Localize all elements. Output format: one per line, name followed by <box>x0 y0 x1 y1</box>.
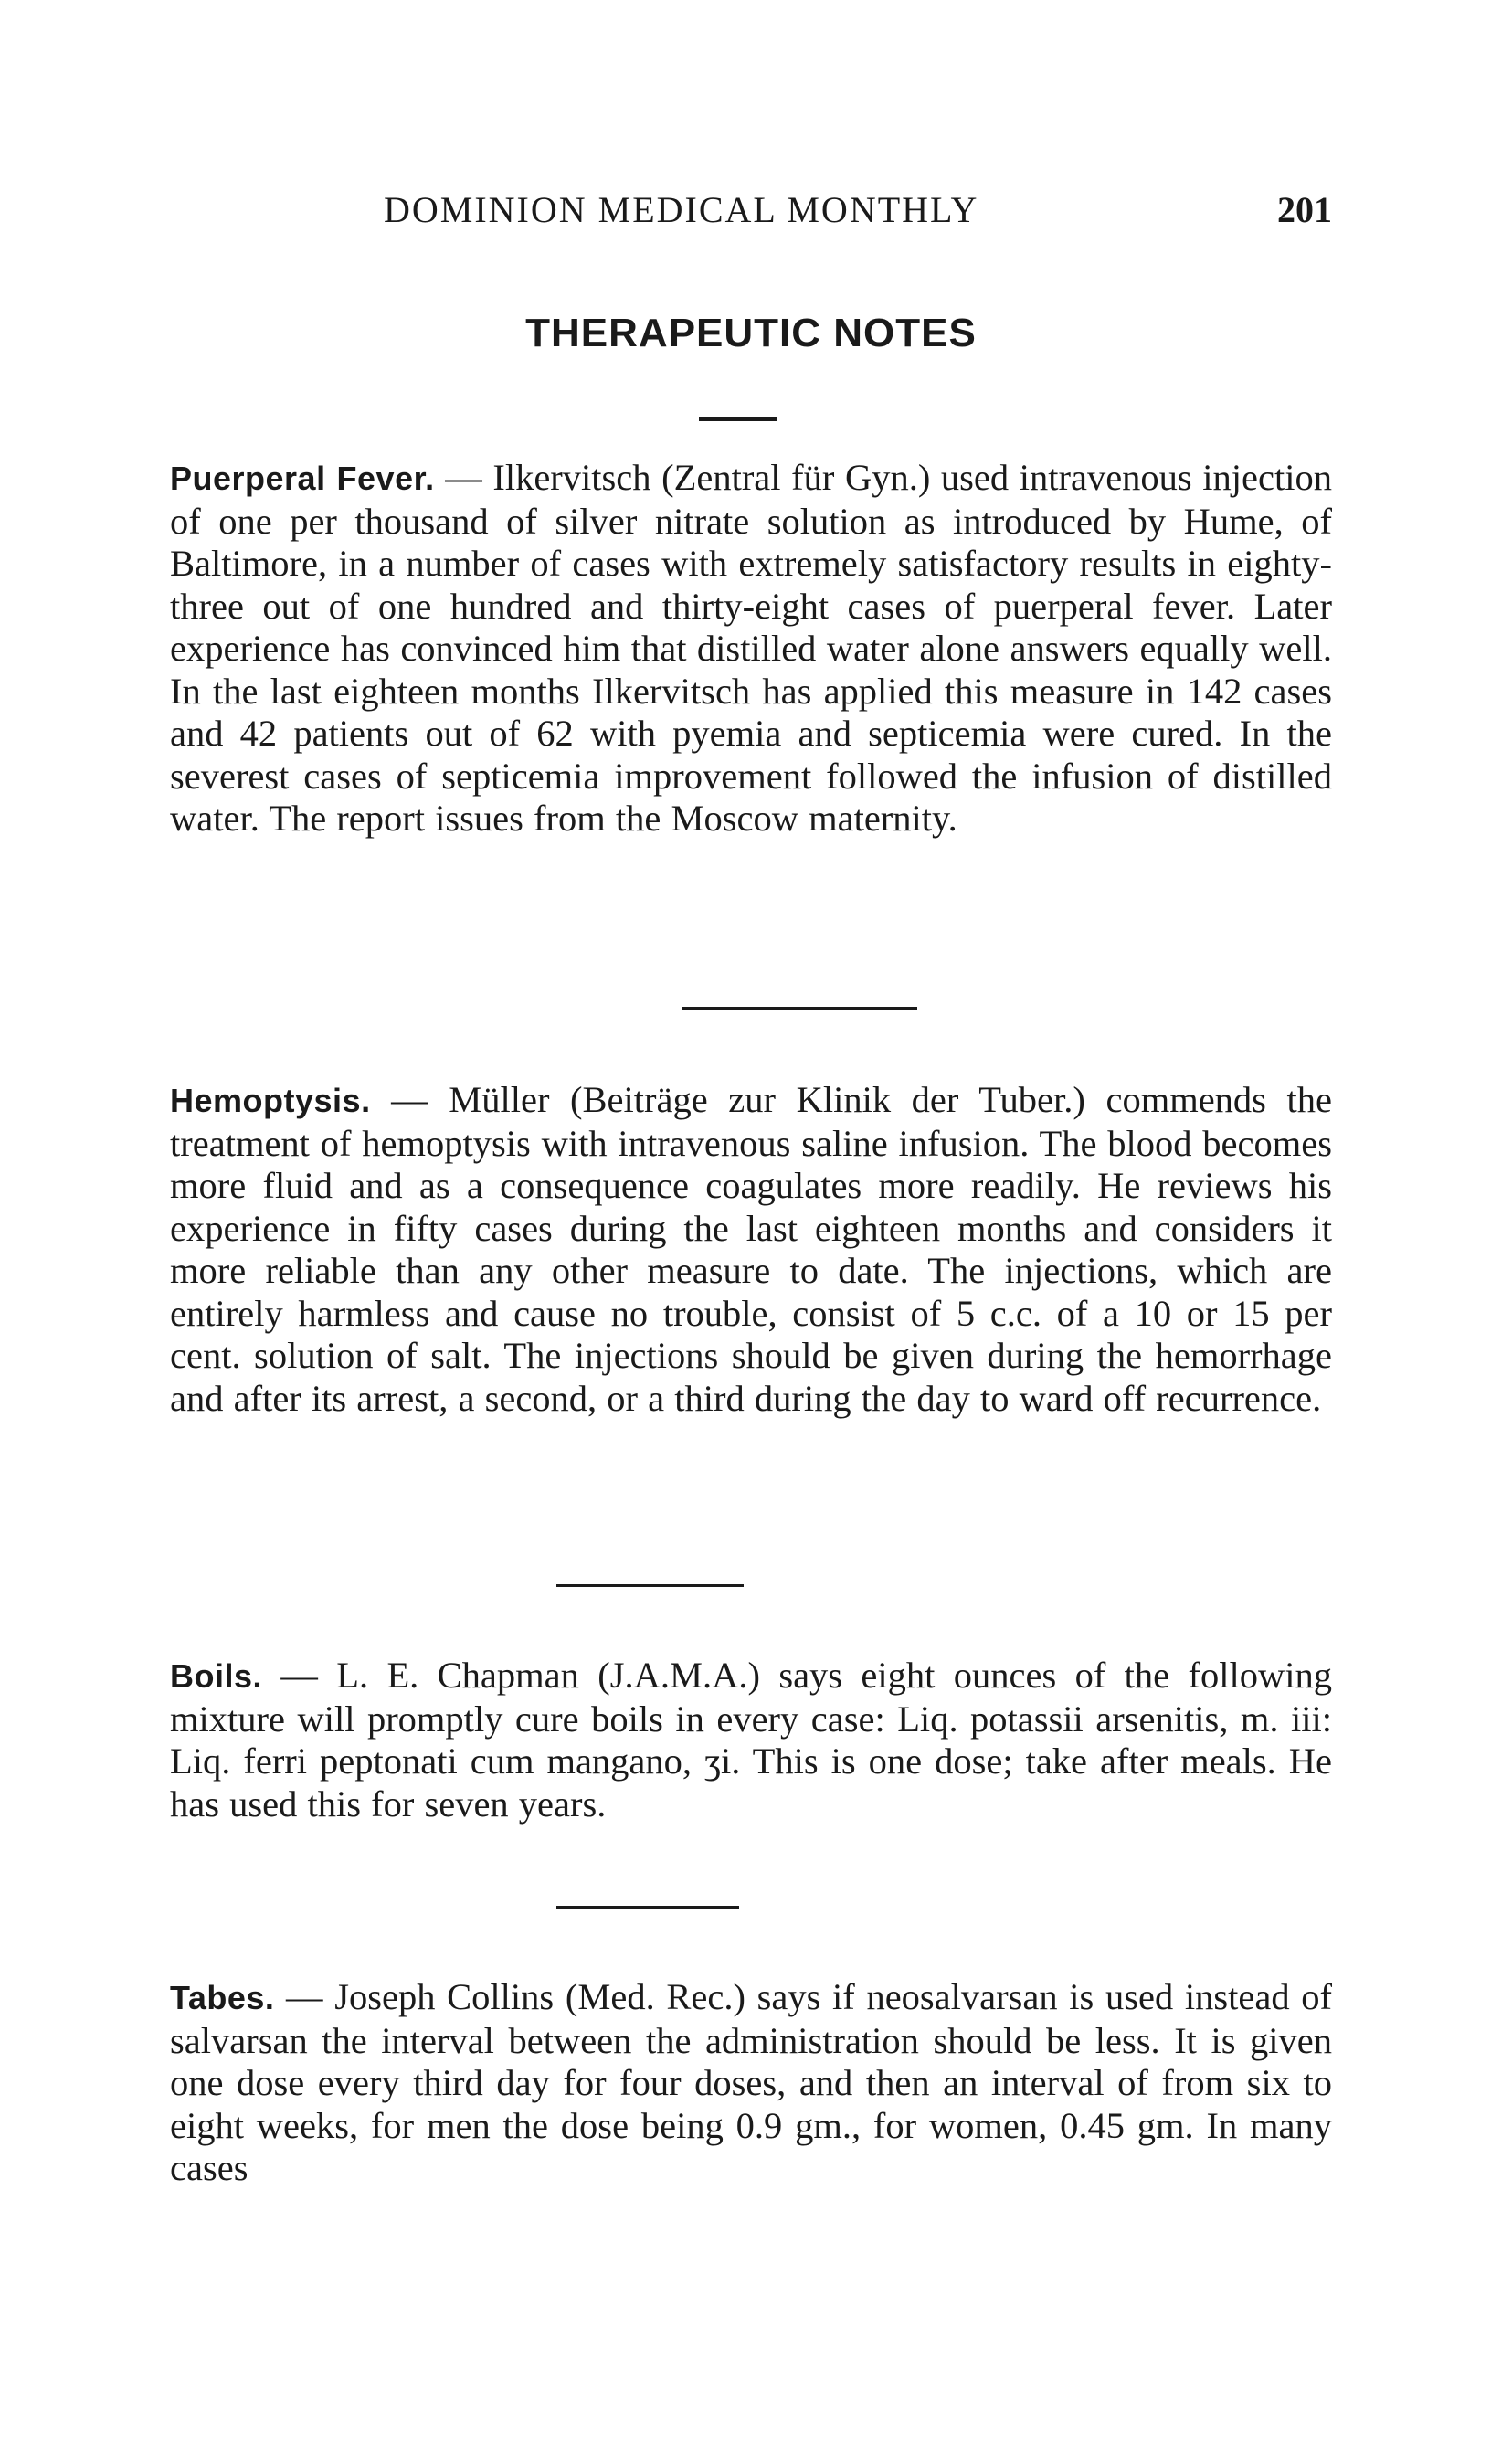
page-header <box>170 183 1332 238</box>
note-hemoptysis <box>170 1079 1332 1420</box>
note-body: — Müller (Beiträge zur Klinik der Tuber.) commends the treatment of hemoptysis with intravenous saline infusion. The blood becomes more fluid and as a consequence coagulates more readily. He reviews his experience in fifty cases during the last eighteen months and considers it more reliable than any other measure to date. The injections, which are entirely harmless and cause no trouble, consist of 5 c.c. of a 10 or 15 per cent. solution of salt. The injections should be given during the hemorrhage and after its arrest, a second, or a third during the day to ward off recurrence. <box>170 1079 1332 1419</box>
note-body: — Joseph Collins (Med. Rec.) says if neosalvarsan is used instead of salvarsan the interval between the administration should be less. It is given one dose every third day for four doses, and then an interval of from six to eight weeks, for men the dose being 0.9 gm., for women, 0.45 gm. In many cases <box>170 1976 1332 2188</box>
note-title: Puerperal Fever. <box>170 460 435 497</box>
page-number: 201 <box>1277 189 1332 230</box>
note-tabes <box>170 1976 1332 2190</box>
note-body: — L. E. Chapman (J.A.M.A.) says eight ounces of the following mixture will promptly cure boils in every case: Liq. potassii arsenitis, m. iii: Liq. ferri peptonati cum mangano, ʒi. This is one dose; take after meals. He has used this for seven years. <box>170 1655 1332 1825</box>
title-divider <box>699 417 777 421</box>
note-puerperal-fever <box>170 457 1332 841</box>
section-divider <box>682 1007 917 1010</box>
section-divider <box>556 1906 739 1909</box>
running-title: DOMINION MEDICAL MONTHLY <box>384 189 979 230</box>
note-title: Tabes. <box>170 1979 275 2016</box>
note-title: Boils. <box>170 1657 263 1695</box>
section-divider <box>556 1584 744 1587</box>
note-boils <box>170 1655 1332 1825</box>
note-body: — Ilkervitsch (Zentral für Gyn.) used intravenous injection of one per thousand of silver nitrate solution as introduced by Hume, of Baltimore, in a number of cases with extremely satisfactory results in eighty-three out of one hundred and thirty-eight cases of puerperal fever. Later experience has convinced him that distilled water alone answers equally well. In the last eighteen months Ilkervitsch has applied this measure in 142 cases and 42 patients out of 62 with pyemia and septicemia were cured. In the severest cases of septicemia improvement followed the infusion of distilled water. The report issues from the Moscow maternity. <box>170 457 1332 839</box>
note-title: Hemoptysis. <box>170 1082 371 1119</box>
section-title: THERAPEUTIC NOTES <box>525 311 977 355</box>
